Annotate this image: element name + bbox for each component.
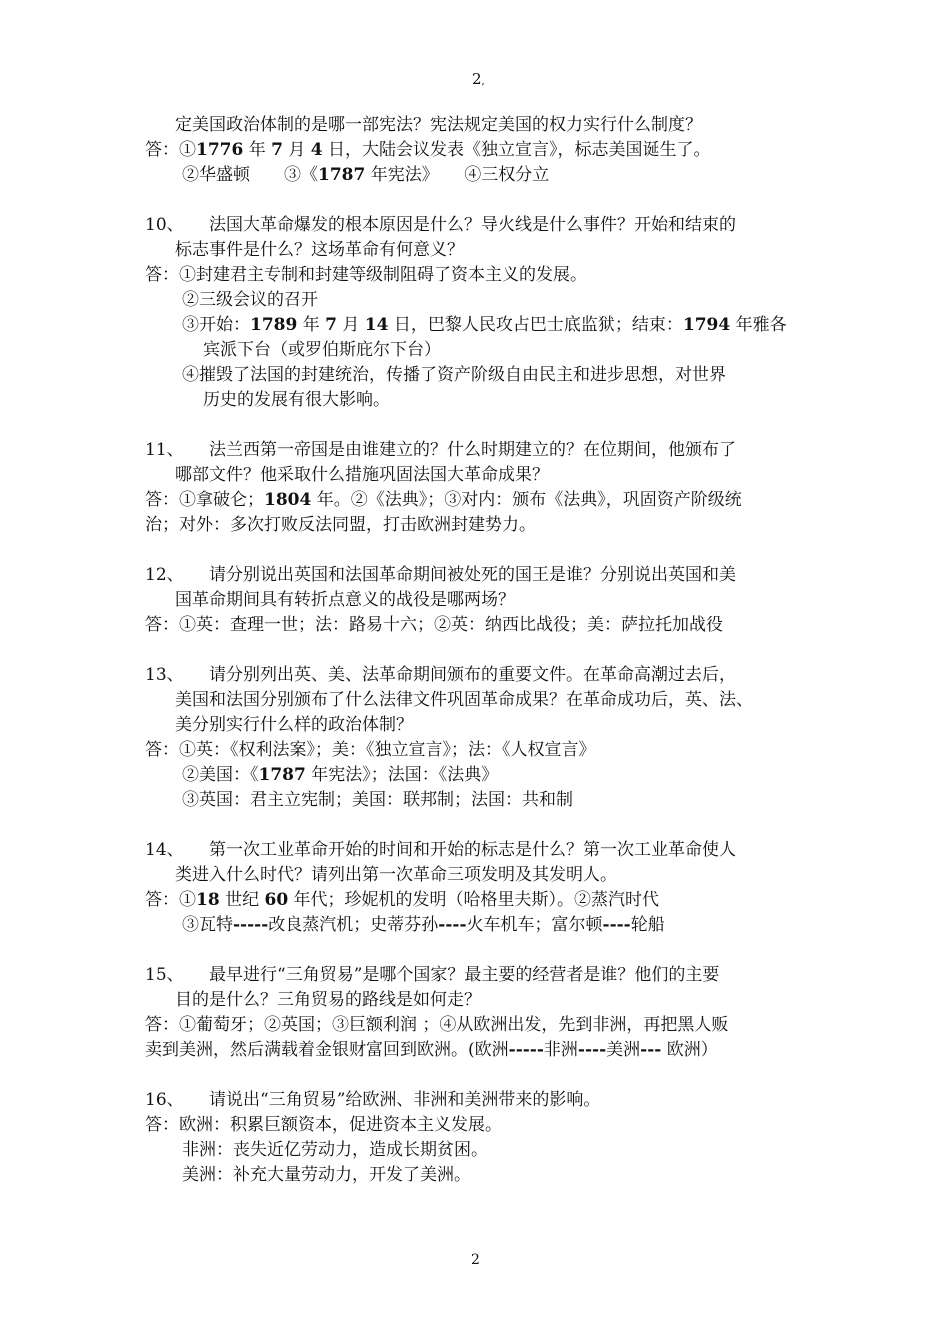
answer-text: 年宪法》 ④三权分立 — [365, 165, 550, 185]
answer-year: 1804 — [264, 490, 312, 510]
answer-text: 月 — [336, 315, 365, 335]
q16-answer-line-3: 美洲：补充大量劳动力，开发了美洲。 — [182, 1165, 471, 1185]
answer-text: 日，大陆会议发表《独立宣言》，标志美国诞生了。 — [322, 140, 711, 160]
question-text: 请分别说出英国和法国革命期间被处死的国王是谁？分别说出英国和美 — [209, 565, 736, 585]
answer-text: 年 — [297, 315, 326, 335]
q10-question-line-1 — [145, 213, 736, 237]
q15-answer-line-2 — [145, 1038, 718, 1062]
question-text: 法国大革命爆发的根本原因是什么？导火线是什么事件？开始和结束的 — [209, 215, 736, 235]
answer-text: 改良蒸汽机；史蒂芬孙 — [268, 915, 439, 935]
q13-answer-line-2 — [182, 763, 498, 787]
answer-year: 1776 — [196, 140, 244, 160]
q14-question-line-2: 类进入什么时代？请列出第一次革命三项发明及其发明人。 — [175, 865, 617, 885]
q13-question-line-3: 美分别实行什么样的政治体制？ — [175, 715, 413, 735]
dash-separator: ---- — [602, 915, 631, 935]
question-text: 请分别列出英、美、法革命期间颁布的重要文件。在革命高潮过去后， — [209, 665, 736, 685]
q11-answer-line-2: 治；对外：多次打败反法同盟，打击欧洲封建势力。 — [145, 515, 536, 535]
dash-separator: --- — [640, 1040, 662, 1060]
answer-text: 年雅各 — [730, 315, 787, 335]
q12-question-line-1 — [145, 563, 736, 587]
question-text: 第一次工业革命开始的时间和开始的标志是什么？第一次工业革命使人 — [209, 840, 736, 860]
q9-answer-line-2 — [182, 163, 549, 187]
dash-separator: ---- — [438, 915, 467, 935]
q10-answer-line-5: ④摧毁了法国的封建统治，传播了资产阶级自由民主和进步思想，对世界 — [182, 365, 726, 385]
q16-answer-line-1: 答：欧洲：积累巨额资本，促进资本主义发展。 — [145, 1115, 502, 1135]
dash-separator: ----- — [508, 1040, 544, 1060]
answer-text: 年代；珍妮机的发明（哈格里夫斯）。②蒸汽时代 — [288, 890, 660, 910]
question-number: 12、 — [145, 565, 184, 585]
answer-text: 美洲 — [606, 1040, 641, 1060]
answer-prefix: 答：① — [145, 140, 196, 160]
q10-answer-line-6: 历史的发展有很大影响。 — [203, 390, 390, 410]
answer-text: 年宪法》；法国：《法典》 — [305, 765, 499, 785]
q14-answer-line-1 — [145, 888, 659, 912]
answer-decade: 60 — [264, 890, 289, 910]
answer-day: 4 — [310, 140, 323, 160]
answer-text: 轮船 — [630, 915, 665, 935]
answer-text: 日，巴黎人民攻占巴士底监狱；结束： — [388, 315, 683, 335]
answer-day: 14 — [364, 315, 389, 335]
question-number: 13、 — [145, 665, 184, 685]
q11-question-line-1 — [145, 438, 736, 462]
answer-text: 世纪 — [219, 890, 265, 910]
q9-question-continuation: 定美国政治体制的是哪一部宪法？宪法规定美国的权力实行什么制度？ — [175, 115, 702, 135]
question-number: 14、 — [145, 840, 184, 860]
q11-question-line-2: 哪部文件？他采取什么措施巩固法国大革命成果？ — [175, 465, 549, 485]
answer-text: ②华盛顿 ③《 — [182, 165, 318, 185]
header-page-number — [472, 70, 485, 88]
question-text: 最早进行“三角贸易”是哪个国家？最主要的经营者是谁？他们的主要 — [209, 965, 720, 985]
q10-answer-line-4: 宾派下台（或罗伯斯庇尔下台） — [203, 340, 441, 360]
answer-century: 18 — [196, 890, 220, 910]
question-number: 15、 — [145, 965, 184, 985]
q14-question-line-1 — [145, 838, 736, 862]
q15-question-line-1 — [145, 963, 719, 987]
answer-month: 7 — [325, 315, 337, 335]
q12-answer-line-1: 答：①英：查理一世；法：路易十六；②英：纳西比战役；美：萨拉托加战役 — [145, 615, 723, 635]
q15-answer-line-1: 答：①葡萄牙；②英国；③巨额利润 ；④从欧洲出发，先到非洲，再把黑人贩 — [145, 1015, 729, 1035]
answer-text: 火车机车；富尔顿 — [466, 915, 603, 935]
answer-text: ②美国：《 — [182, 765, 259, 785]
q13-question-line-2: 美国和法国分别颁布了什么法律文件巩固革命成果？在革命成功后，英、法、 — [175, 690, 753, 710]
q14-answer-line-2 — [182, 913, 665, 937]
q10-answer-line-1: 答：①封建君主专制和封建等级制阻碍了资本主义的发展。 — [145, 265, 587, 285]
question-text: 请说出“三角贸易”给欧洲、非洲和美洲带来的影响。 — [209, 1090, 601, 1110]
header-page-mark: , — [481, 76, 485, 87]
q10-answer-line-2: ②三级会议的召开 — [182, 290, 318, 310]
dash-separator: ---- — [577, 1040, 607, 1060]
q16-question-line-1 — [145, 1088, 600, 1112]
question-number: 10、 — [145, 215, 184, 235]
q12-question-line-2: 国革命期间具有转折点意义的战役是哪两场？ — [175, 590, 515, 610]
answer-text: 月 — [282, 140, 311, 160]
q10-question-line-2: 标志事件是什么？这场革命有何意义？ — [175, 240, 464, 260]
answer-text: 年 — [243, 140, 272, 160]
q10-answer-line-3 — [182, 313, 787, 337]
answer-text: ③开始： — [182, 315, 250, 335]
question-number: 16、 — [145, 1090, 184, 1110]
answer-year: 1787 — [318, 165, 366, 185]
q16-answer-line-2: 非洲：丧失近亿劳动力，造成长期贫困。 — [182, 1140, 488, 1160]
answer-text: ③瓦特 — [182, 915, 233, 935]
q13-answer-line-1: 答：①英：《权利法案》；美：《独立宣言》；法：《人权宣言》 — [145, 740, 596, 760]
dash-separator: ----- — [233, 915, 269, 935]
q9-answer-line-1 — [145, 138, 711, 162]
answer-text: 答：①拿破仑； — [145, 490, 264, 510]
answer-text: 欧洲） — [661, 1040, 718, 1060]
answer-month: 7 — [271, 140, 283, 160]
answer-year: 1794 — [682, 315, 731, 335]
answer-text: 非洲 — [543, 1040, 578, 1060]
answer-text: 卖到美洲，然后满载着金银财富回到欧洲。(欧洲 — [145, 1040, 509, 1060]
question-text: 法兰西第一帝国是由谁建立的？什么时期建立的？在位期间，他颁布了 — [209, 440, 736, 460]
q11-answer-line-1 — [145, 488, 742, 512]
footer-page-number: 2 — [471, 1252, 480, 1268]
q13-question-line-1 — [145, 663, 736, 687]
answer-text: 年。②《法典》；③对内：颁布《法典》，巩固资产阶级统 — [311, 490, 742, 510]
answer-year: 1787 — [258, 765, 306, 785]
question-number: 11、 — [145, 440, 184, 460]
q15-question-line-2: 目的是什么？三角贸易的路线是如何走？ — [175, 990, 481, 1010]
answer-year: 1789 — [250, 315, 298, 335]
q13-answer-line-3: ③英国：君主立宪制；美国：联邦制；法国：共和制 — [182, 790, 573, 810]
answer-text: 答：① — [145, 890, 196, 910]
header-page-digit: 2 — [472, 70, 482, 88]
